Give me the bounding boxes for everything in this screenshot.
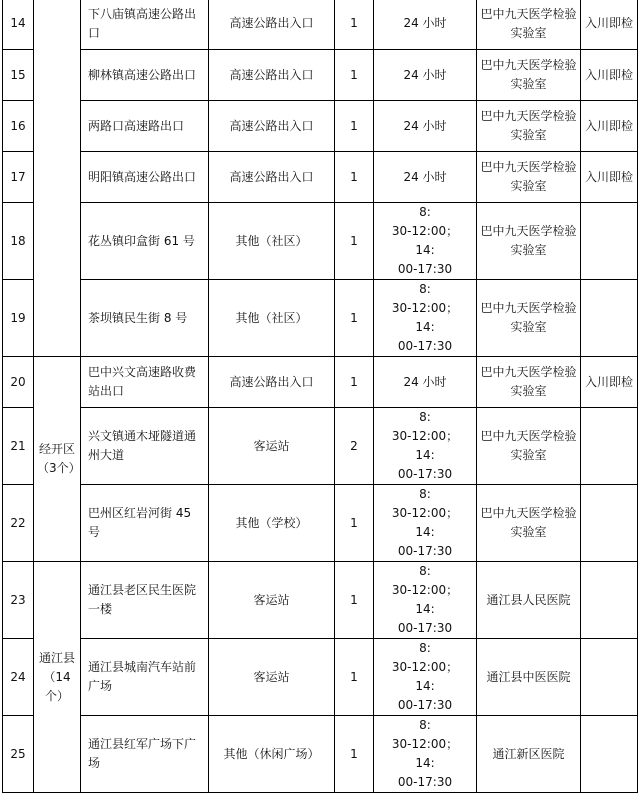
- hours-cell: 8: 30-12:00； 14: 00-17:30: [374, 485, 477, 562]
- hours-cell: 24 小时: [374, 152, 477, 203]
- note-cell: [581, 562, 638, 639]
- location-cell: 通江县城南汽车站前广场: [81, 639, 209, 716]
- lab-cell: 通江新区医院: [477, 716, 581, 793]
- district-cell: 经开区（3个）: [34, 357, 81, 562]
- hours-cell: 24 小时: [374, 101, 477, 152]
- count-cell: 1: [335, 280, 374, 357]
- location-cell: 下八庙镇高速公路出口: [81, 0, 209, 50]
- count-cell: 1: [335, 50, 374, 101]
- site-type-cell: 其他（社区）: [209, 203, 335, 280]
- location-cell: 茶坝镇民生街 8 号: [81, 280, 209, 357]
- site-type-cell: 其他（学校）: [209, 485, 335, 562]
- hours-cell: 8: 30-12:00； 14: 00-17:30: [374, 716, 477, 793]
- lab-cell: 巴中九天医学检验实验室: [477, 101, 581, 152]
- row-number: 15: [3, 50, 34, 101]
- note-cell: 入川即检: [581, 152, 638, 203]
- note-cell: 入川即检: [581, 101, 638, 152]
- location-cell: 通江县老区民生医院一楼: [81, 562, 209, 639]
- count-cell: 1: [335, 357, 374, 408]
- testing-sites-table: [2, 0, 638, 793]
- table-row: [3, 280, 638, 357]
- hours-cell: 8: 30-12:00； 14: 00-17:30: [374, 562, 477, 639]
- district-cell: [34, 0, 81, 357]
- lab-cell: 巴中九天医学检验实验室: [477, 0, 581, 50]
- lab-cell: 巴中九天医学检验实验室: [477, 408, 581, 485]
- note-cell: 入川即检: [581, 50, 638, 101]
- lab-cell: 巴中九天医学检验实验室: [477, 357, 581, 408]
- site-type-cell: 高速公路出入口: [209, 152, 335, 203]
- hours-cell: 8: 30-12:00； 14: 00-17:30: [374, 280, 477, 357]
- hours-cell: 24 小时: [374, 0, 477, 50]
- table-row: [3, 101, 638, 152]
- location-cell: 明阳镇高速公路出口: [81, 152, 209, 203]
- lab-cell: 巴中九天医学检验实验室: [477, 152, 581, 203]
- site-type-cell: 其他（社区）: [209, 280, 335, 357]
- count-cell: 1: [335, 0, 374, 50]
- hours-cell: 24 小时: [374, 357, 477, 408]
- lab-cell: 通江县人民医院: [477, 562, 581, 639]
- count-cell: 1: [335, 152, 374, 203]
- site-type-cell: 客运站: [209, 639, 335, 716]
- row-number: 22: [3, 485, 34, 562]
- row-number: 21: [3, 408, 34, 485]
- lab-cell: 巴中九天医学检验实验室: [477, 485, 581, 562]
- location-cell: 柳林镇高速公路出口: [81, 50, 209, 101]
- row-number: 19: [3, 280, 34, 357]
- count-cell: 1: [335, 716, 374, 793]
- note-cell: [581, 203, 638, 280]
- table-row: [3, 152, 638, 203]
- table-row: [3, 50, 638, 101]
- row-number: 20: [3, 357, 34, 408]
- location-cell: 通江县红军广场下广场: [81, 716, 209, 793]
- note-cell: 入川即检: [581, 357, 638, 408]
- site-type-cell: 客运站: [209, 562, 335, 639]
- table-row: [3, 716, 638, 793]
- row-number: 24: [3, 639, 34, 716]
- note-cell: [581, 408, 638, 485]
- note-cell: [581, 716, 638, 793]
- hours-cell: 24 小时: [374, 50, 477, 101]
- location-cell: 兴文镇通木垭隧道通州大道: [81, 408, 209, 485]
- location-cell: 两路口高速路出口: [81, 101, 209, 152]
- district-cell: 通江县（14个）: [34, 562, 81, 793]
- lab-cell: 通江县中医医院: [477, 639, 581, 716]
- hours-cell: 8: 30-12:00； 14: 00-17:30: [374, 639, 477, 716]
- row-number: 23: [3, 562, 34, 639]
- count-cell: 1: [335, 203, 374, 280]
- site-type-cell: 客运站: [209, 408, 335, 485]
- note-cell: [581, 485, 638, 562]
- site-type-cell: 高速公路出入口: [209, 0, 335, 50]
- count-cell: 2: [335, 408, 374, 485]
- row-number: 14: [3, 0, 34, 50]
- row-number: 25: [3, 716, 34, 793]
- count-cell: 1: [335, 485, 374, 562]
- hours-cell: 8: 30-12:00； 14: 00-17:30: [374, 408, 477, 485]
- location-cell: 花丛镇印盒街 61 号: [81, 203, 209, 280]
- table-row: [3, 485, 638, 562]
- row-number: 17: [3, 152, 34, 203]
- lab-cell: 巴中九天医学检验实验室: [477, 203, 581, 280]
- table-row: [3, 203, 638, 280]
- site-type-cell: 高速公路出入口: [209, 101, 335, 152]
- note-cell: [581, 280, 638, 357]
- note-cell: 入川即检: [581, 0, 638, 50]
- location-cell: 巴州区红岩河街 45 号: [81, 485, 209, 562]
- site-type-cell: 其他（休闲广场）: [209, 716, 335, 793]
- location-cell: 巴中兴文高速路收费站出口: [81, 357, 209, 408]
- note-cell: [581, 639, 638, 716]
- site-type-cell: 高速公路出入口: [209, 50, 335, 101]
- lab-cell: 巴中九天医学检验实验室: [477, 280, 581, 357]
- table-row: [3, 639, 638, 716]
- table-row: [3, 357, 638, 408]
- lab-cell: 巴中九天医学检验实验室: [477, 50, 581, 101]
- hours-cell: 8: 30-12:00； 14: 00-17:30: [374, 203, 477, 280]
- count-cell: 1: [335, 639, 374, 716]
- table-row: [3, 0, 638, 50]
- count-cell: 1: [335, 562, 374, 639]
- row-number: 18: [3, 203, 34, 280]
- table-row: [3, 408, 638, 485]
- table-row: [3, 562, 638, 639]
- count-cell: 1: [335, 101, 374, 152]
- site-type-cell: 高速公路出入口: [209, 357, 335, 408]
- row-number: 16: [3, 101, 34, 152]
